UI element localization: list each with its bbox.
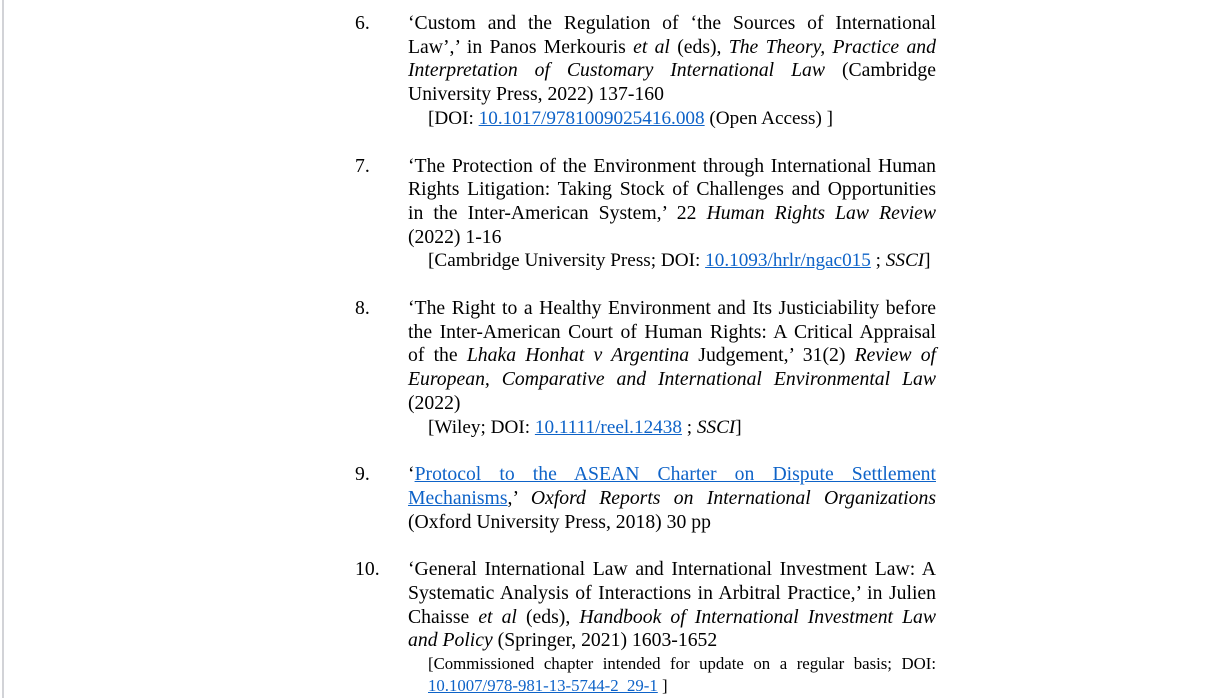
text-run: ‘General International Law and International Investment Law: A Systematic Analysis of Interactions in Arbitral Practice,’ in Julien Chaisse <box>408 558 936 628</box>
text-run: (2022) <box>408 391 461 414</box>
publication-note <box>428 416 936 440</box>
page-left-border <box>2 0 4 698</box>
doi-link[interactable]: 10.1017/9781009025416.008 <box>478 107 705 129</box>
text-run: (Oxford University Press, 2018) 30 pp <box>408 510 711 533</box>
publication-text <box>408 155 936 274</box>
publication-citation <box>408 463 936 534</box>
text-run: ; <box>870 250 886 272</box>
publication-citation <box>408 155 936 250</box>
publication-note <box>428 249 936 273</box>
text-run: ] <box>924 250 931 272</box>
doi-link[interactable]: 10.1007/978-981-13-5744-2_29-1 <box>428 676 658 696</box>
italic-text: Lhaka Honhat v Argentina <box>466 344 690 367</box>
publication-number: 10. <box>355 558 380 581</box>
text-run: ‘The Right to a Healthy Environment and Its Justiciability before the Inter-American Court of Human Rights: A Critical Appraisal of the <box>408 297 936 367</box>
publication-item <box>355 155 936 274</box>
publication-note <box>428 107 936 131</box>
publication-text <box>408 558 936 697</box>
publication-note <box>428 653 936 697</box>
text-run: (Springer, 2021) 1603-1652 <box>492 629 718 652</box>
note-line <box>428 107 936 131</box>
text-run: [DOI: <box>428 107 479 129</box>
doi-link[interactable]: 10.1093/hrlr/ngac015 <box>705 250 871 272</box>
note-line <box>428 416 936 440</box>
text-run: ; <box>681 416 697 438</box>
italic-text: SSCI <box>885 250 925 272</box>
doi-link[interactable]: 10.1111/reel.12438 <box>534 416 682 438</box>
text-run: [Commissioned chapter intended for update on a regular basis; DOI: <box>428 654 936 674</box>
publication-text <box>408 12 936 131</box>
text-run: Judgement,’ 31(2) <box>689 344 855 367</box>
italic-text: Human Rights Law Review <box>706 201 936 224</box>
text-run: (2022) 1-16 <box>408 225 502 248</box>
text-run: ] <box>657 676 668 696</box>
publication-item <box>355 297 936 439</box>
italic-text: The Theory, Practice and Interpretation of Customary International Law <box>408 35 936 82</box>
note-line <box>428 675 936 697</box>
text-run: ‘The Protection of the Environment through International Human Rights Litigation: Taking Stock of Challenges and Opportunities in the Inter-American System,’ 22 <box>408 154 936 224</box>
text-run: (Open Access) ] <box>704 107 834 129</box>
publication-item <box>355 12 936 131</box>
text-run: (eds), <box>516 605 580 628</box>
publication-title-link[interactable]: Protocol to the ASEAN Charter on Dispute Settlement Mechanisms <box>408 463 936 509</box>
note-line <box>428 653 936 675</box>
italic-text: Handbook of International Investment Law and Policy <box>408 605 936 652</box>
italic-text: SSCI <box>696 416 736 438</box>
publication-item <box>355 463 936 534</box>
italic-text: Review of European, Comparative and International Environmental Law <box>408 344 937 391</box>
publication-citation <box>408 558 936 653</box>
text-run: (Cambridge University Press, 2022) 137-160 <box>408 59 936 106</box>
publication-number: 8. <box>355 297 370 320</box>
italic-text: Oxford Reports on International Organizations <box>530 486 936 509</box>
text-run: [Wiley; DOI: <box>428 416 535 438</box>
text-run: ,’ <box>507 486 531 509</box>
text-run: ‘ <box>408 463 415 486</box>
text-run: ] <box>735 416 742 438</box>
publication-citation <box>408 297 936 416</box>
text-run: ‘Custom and the Regulation of ‘the Sources of International Law’,’ in Panos Merkouris <box>408 12 936 58</box>
note-line <box>428 249 936 273</box>
italic-text: et al <box>633 35 670 58</box>
italic-text: et al <box>478 605 517 628</box>
publication-item <box>355 558 936 697</box>
publication-citation <box>408 12 936 107</box>
publication-text <box>408 463 936 534</box>
publication-list <box>355 12 936 697</box>
publication-text <box>408 297 936 439</box>
publication-number: 7. <box>355 154 370 177</box>
text-run: (eds), <box>669 35 729 58</box>
text-run: [Cambridge University Press; DOI: <box>428 250 706 272</box>
publication-number: 9. <box>355 463 370 486</box>
publication-number: 6. <box>355 12 370 34</box>
